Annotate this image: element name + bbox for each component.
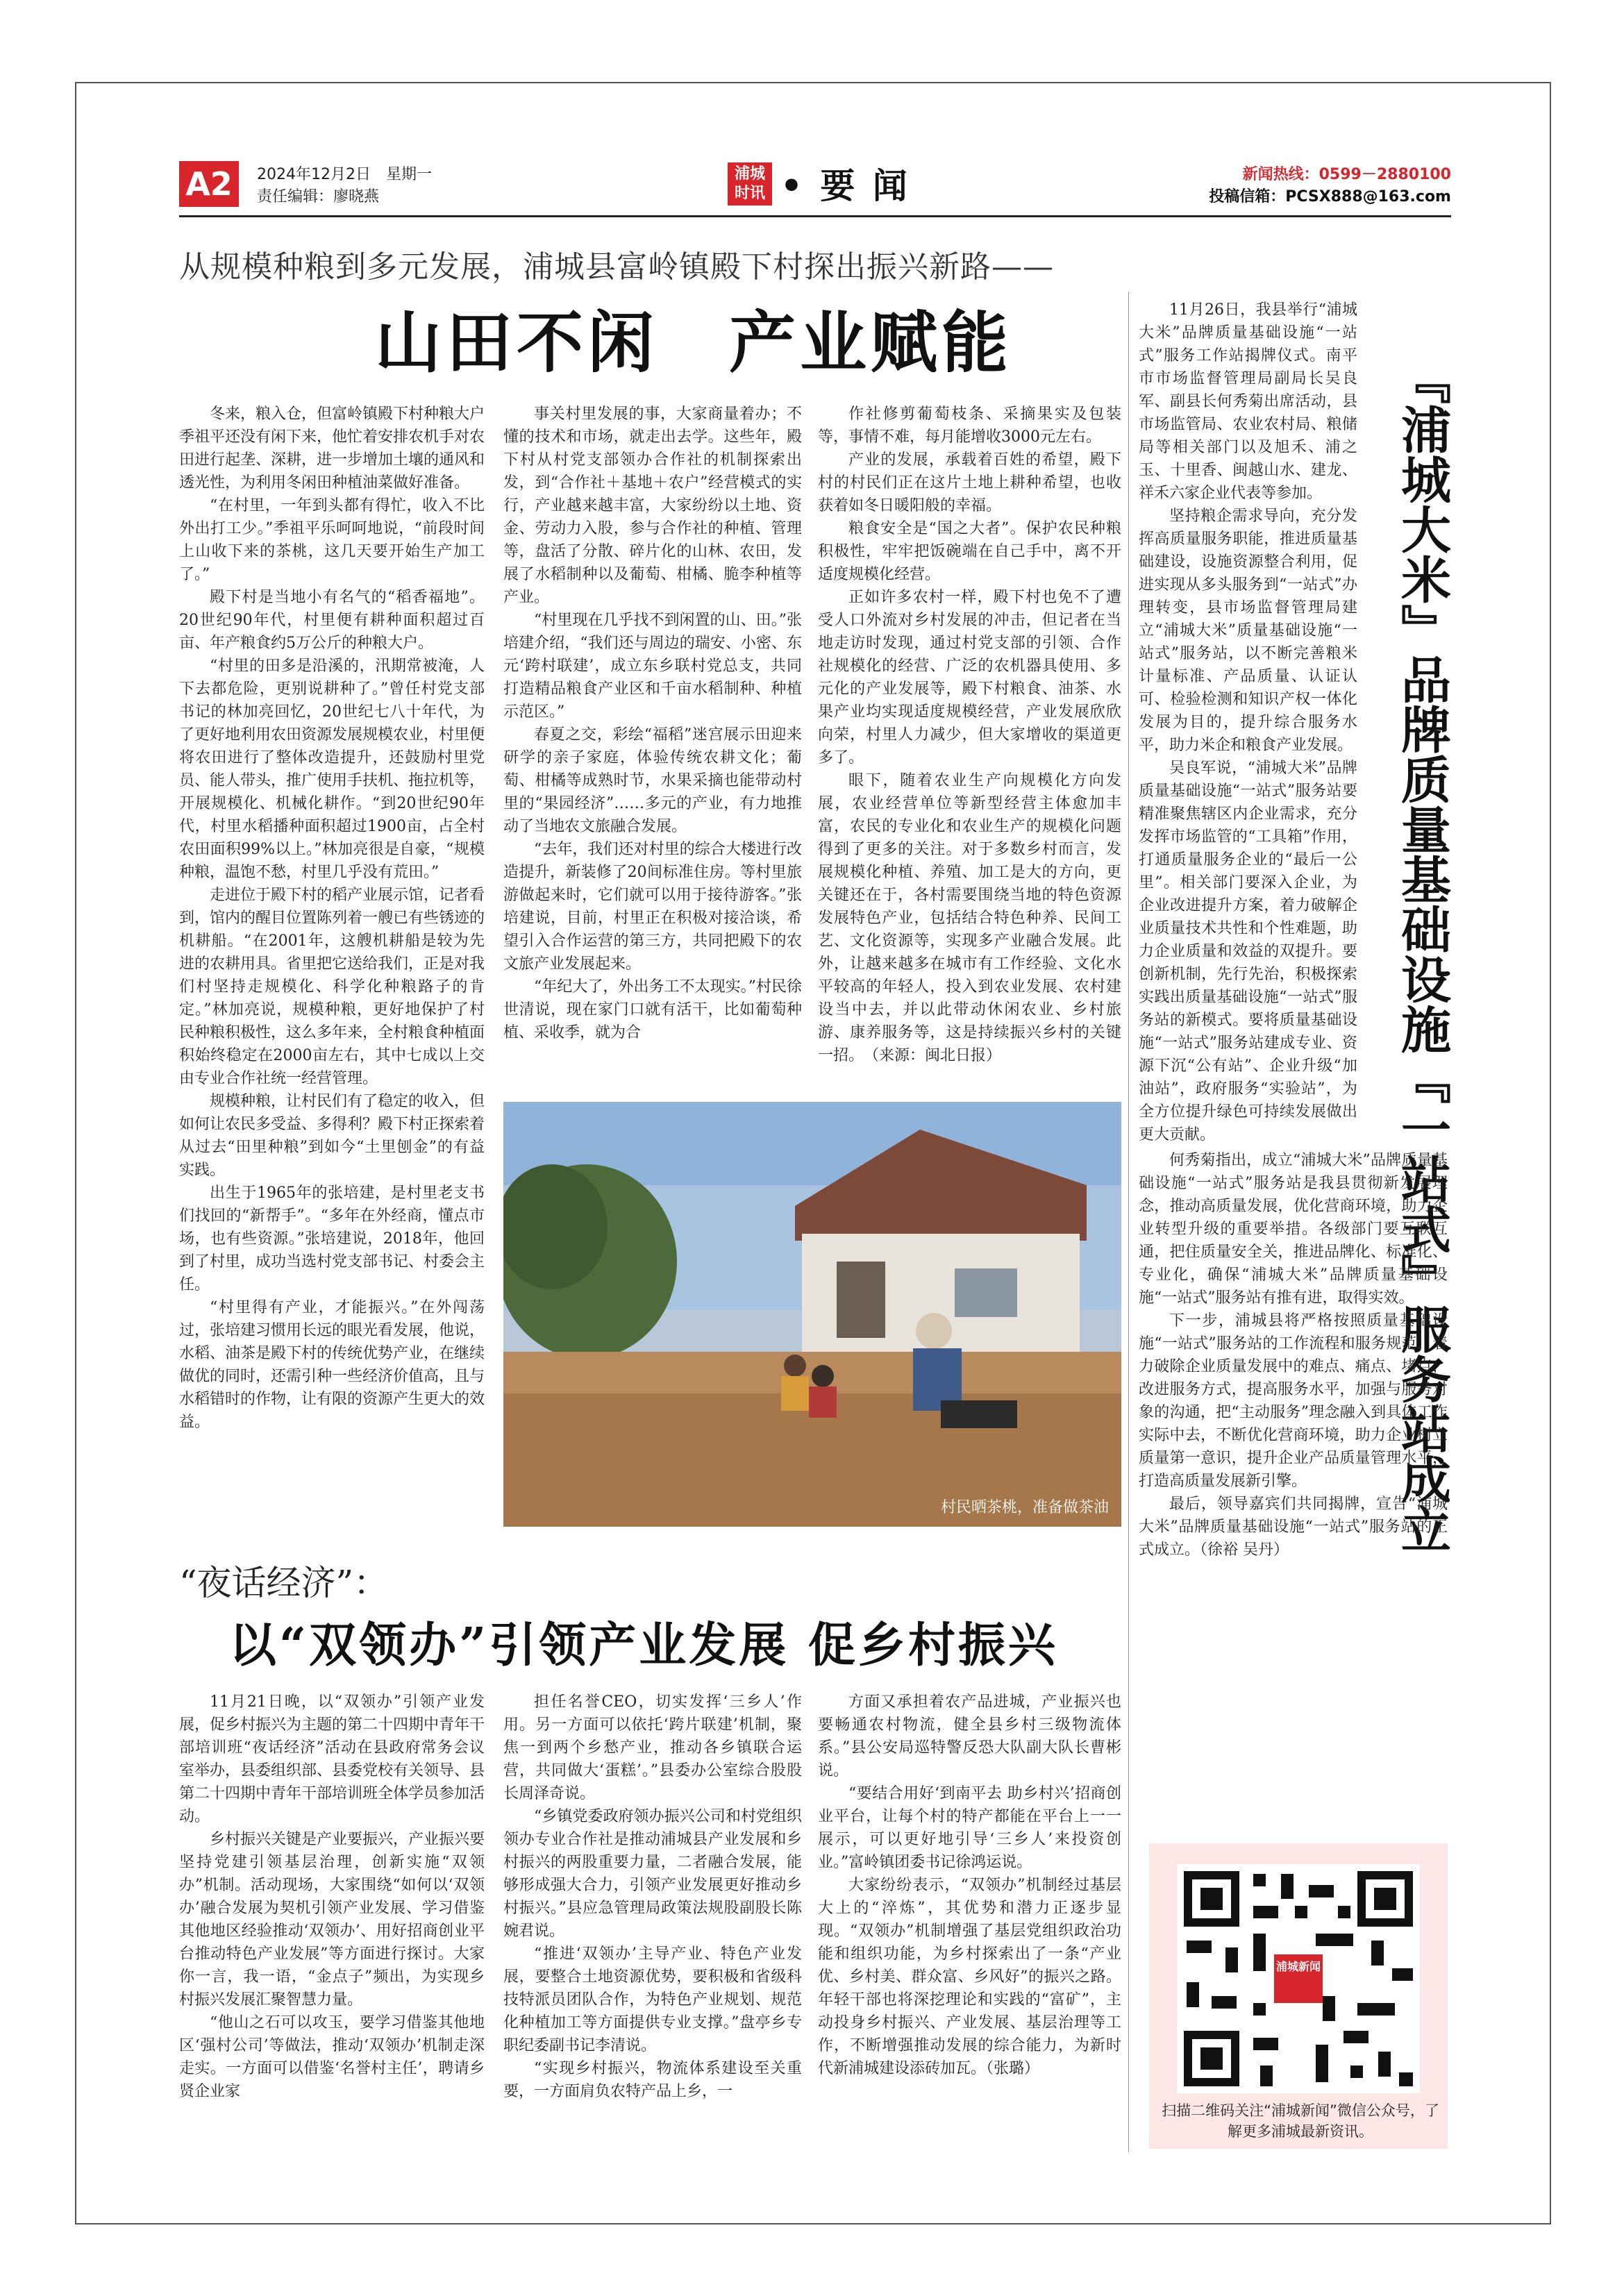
issue-date: 2024年12月2日 星期一 — [257, 166, 432, 183]
article1-column-1 — [179, 403, 485, 1527]
paragraph: 11月26日，我县举行“浦城大米”品牌质量基础设施“一站式”服务工作站揭牌仪式。南平市市场监督管理局副局长吴良军、副县长何秀菊出席活动，县市场监管局、农业农村局、粮储局等相关部门以及旭禾、浦之玉、十里香、闽越山水、建龙、祥禾六家企业代表等参加。 — [1139, 301, 1357, 502]
paragraph: “去年，我们还对村里的综合大楼进行改造提升，新装修了20间标准住房。等村里旅游做起来时，它们就可以用于接待游客。”张培建说，目前，村里正在积极对接洽谈，希望引入合作运营的第三方，共同把殿下的农文旅产业发展起来。 — [503, 841, 802, 973]
masthead-logo-text: 浦城时讯 — [734, 165, 765, 202]
paragraph: “他山之石可以攻玉，要学习借鉴其他地区‘强村公司’等做法，推动‘双领办’机制走深走实。一方面可以借鉴‘名誉村主任’，聘请乡贤企业家 — [179, 2014, 485, 2100]
editor-credit: 责任编辑：廖晓燕 — [257, 188, 380, 206]
paragraph: “在村里，一年到头都有得忙，收入不比外出打工少。”季祖平乐呵呵地说，“前段时间上山收下来的茶桃，这几天要开始生产加工了。” — [179, 497, 485, 583]
paragraph: 担任名誉CEO，切实发挥‘三乡人’作用。另一方面可以依托‘跨片联建’机制，聚焦一到两个乡愁产业，推动各乡镇联合运营，共同做大‘蛋糕’。”县委办公室综合股股长周泽奇说。 — [503, 1693, 802, 1802]
paragraph: 11月21日晚，以“双领办”引领产业发展，促乡村振兴为主题的第二十四期中青年干部培训班“夜话经济”活动在县政府常务会议室举办，县委组织部、县委党校有关领导、县第二十四期中青年干部培训班全体学员参加活动。 — [179, 1693, 485, 1825]
news-hotline: 新闻热线：0599－2880100 — [1242, 166, 1451, 183]
article2-column-3 — [818, 1691, 1121, 2152]
article1-column-3 — [818, 403, 1121, 1097]
page-number-badge: A2 — [179, 161, 239, 207]
paragraph: 吴良军说，“浦城大米”品牌质量基础设施“一站式”服务站要精准聚焦辖区内企业需求，充分发挥市场监管的“工具箱”作用，打通质量服务企业的“最后一公里”。相关部门要深入企业，为企业改进提升方案，着力破解企业质量技术共性和个性难题，助力企业质量和效益的双提升。要创新机制，先行先治，积极探索实践出质量基础设施“一站式”服务站的新模式。要将质量基础设施“一站式”服务站建成专业、资源下沉“公有站”、企业升级“加油站”，政府服务“实验站”，为全方位提升绿色可持续发展做出更大贡献。 — [1139, 760, 1357, 1143]
village-photo-illustration — [503, 1102, 1121, 1527]
article1-headline: 山田不闲 产业赋能 — [375, 304, 1012, 382]
article1-column-2 — [503, 403, 802, 1097]
article2-headline: 以“双领办”引领产业发展 促乡村振兴 — [229, 1618, 1058, 1673]
paragraph: 事关村里发展的事，大家商量着办；不懂的技术和市场，就走出去学。这些年，殿下村从村党支部领办合作社的机制探索出发，到“合作社＋基地＋农户”经营模式的实行，产业越来越丰富，大家纷纷以土地、资金、劳动力入股，参与合作社的种植、管理等，盘活了分散、碎片化的山林、农田，发展了水稻制种以及葡萄、柑橘、脆李种植等产业。 — [503, 405, 802, 606]
paragraph: 方面又承担着农产品进城，产业振兴也要畅通农村物流，健全县乡村三级物流体系。”县公安局巡特警反恐大队副大队长曹彬说。 — [818, 1693, 1121, 1779]
paragraph: “实现乡村振兴，物流体系建设至关重要，一方面肩负农特产品上乡，一 — [503, 2060, 802, 2100]
qr-promo — [1149, 1843, 1448, 2149]
paragraph: 春夏之交，彩绘“福稻”迷宫展示田迎来研学的亲子家庭，体验传统农耕文化；葡萄、柑橘等成熟时节，水果采摘也能带动村里的“果园经济”……多元的产业，有力地推动了当地农文旅融合发展。 — [503, 726, 802, 835]
paragraph: “乡镇党委政府领办振兴公司和村党组织领办专业合作社是推动浦城县产业发展和乡村振兴的两股重要力量，二者融合发展，能够形成强大合力，引领产业发展更好推动乡村振兴。”县应急管理局政策法规股副股长陈婉君说。 — [503, 1808, 802, 1940]
paragraph: 坚持粮企需求导向，充分发挥高质量服务职能，推进质量基础建设，设施资源整合利用，促进实现从多头服务到“一站式”办理转变，县市场监督管理局建立“浦城大米”质量基础设施“一站式”服务站，以不断完善粮米计量标准、产品质量、认证认可、检验检测和知识产权一体化发展为目的，提升综合服务水平，助力米企和粮食产业发展。 — [1139, 508, 1357, 754]
article2-kicker: “夜话经济”： — [179, 1563, 389, 1603]
paragraph: 冬来，粮入仓，但富岭镇殿下村种粮大户季祖平还没有闲下来，他忙着安排农机手对农田进行起垄、深耕，进一步增加土壤的通风和透光性，为利用冬闲田种植油菜做好准备。 — [179, 405, 485, 492]
village-photo — [503, 1102, 1121, 1527]
paragraph: “年纪大了，外出务工不太现实。”村民徐世清说，现在家门口就有活干，比如葡萄种植、采收季，就为合 — [503, 978, 802, 1041]
header-divider — [179, 215, 1451, 217]
paragraph: 粮食安全是“国之大者”。保护农民种粮积极性，牢牢把饭碗端在自己手中，离不开适度规模化经营。 — [818, 520, 1121, 583]
paragraph: 何秀菊指出，成立“浦城大米”品牌质量基础设施“一站式”服务站是我县贯彻新发展理念，推动高质量发展，优化营商环境，助力企业转型升级的重要举措。各级部门要互联互通，把住质量安全关，推进品牌化、标准化、专业化，确保“浦城大米”品牌质量基础设施“一站式”服务站有推有进，取得实效。 — [1139, 1152, 1448, 1307]
paragraph: 产业的发展，承载着百姓的希望，殿下村的村民们正在这片土地上耕种希望，也收获着如冬日暖阳般的幸福。 — [818, 451, 1121, 514]
paragraph: “村里现在几乎找不到闲置的山、田。”张培建介绍，“我们还与周边的瑞安、小密、东元‘跨村联建’，成立东乡联村党总支，共同打造精品粮食产业区和千亩水稻制种、种植示范区。” — [503, 612, 802, 721]
article2-column-1 — [179, 1691, 485, 2152]
section-title: • 要 闻 — [780, 166, 910, 206]
paragraph: 出生于1965年的张培建，是村里老支书们找回的“新帮手”。“多年在外经商，懂点市场，也有些资源。”张培建说，2018年，他回到了村里，成功当选村党支部书记、村委会主任。 — [179, 1184, 485, 1293]
paragraph: “要结合用好‘到南平去 助乡村兴’招商创业平台，让每个村的特产都能在平台上一一展示，可以更好地引导‘三乡人’来投资创业。”富岭镇团委书记徐鸿运说。 — [818, 1785, 1121, 1871]
masthead-logo — [728, 162, 772, 206]
paragraph: 作社修剪葡萄枝条、采摘果实及包装等，事情不难，每月能增收3000元左右。 — [818, 405, 1121, 446]
paragraph: 大家纷纷表示，“双领办”机制经过基层大上的“淬炼”，其优势和潜力正逐步显现。“双领办”机制增强了基层党组织政治功能和组织功能，为乡村探索出了一条“产业优、乡村美、群众富、乡风好”的振兴之路。年轻干部也将深挖理论和实践的“富矿”，主动投身乡村振兴、产业发展、基层治理等工作，不断增强推动发展的综合能力，为新时代新浦城建设添砖加瓦。（张璐） — [818, 1877, 1121, 2077]
photo-caption: 村民晒茶桃，准备做茶油 — [940, 1499, 1109, 1516]
paragraph: “推进‘双领办’主导产业、特色产业发展，要整合土地资源优势，要积极和省级科技特派员团队合作，为特色产业规划、规范化种植加工等方面提供专业支撑。”盘亭乡专职纪委副书记李清说。 — [503, 1945, 802, 2054]
paragraph: 殿下村是当地小有名气的“稻香福地”。20世纪90年代，村里便有耕种面积超过百亩、年产粮食约5万公斤的种粮大户。 — [179, 589, 485, 652]
article3-column-bottom — [1139, 1149, 1448, 1833]
qr-center-badge: 浦城新闻 — [1275, 1960, 1321, 1973]
paragraph: 最后，领导嘉宾们共同揭牌，宣告“浦城大米”品牌质量基础设施“一站式”服务站的正式成立。（徐裕 吴丹） — [1139, 1495, 1448, 1559]
column-divider — [1128, 292, 1129, 2152]
qr-code-icon — [1177, 1864, 1420, 2093]
article3-vertical-headline: 『浦城大米』品牌质量基础设施『一站式』服务站成立 — [1393, 354, 1452, 1554]
page-header — [179, 158, 1451, 212]
paragraph: 正如许多农村一样，殿下村也免不了遭受人口外流对乡村发展的冲击，但记者在当地走访时发现，通过村党支部的引领、合作社规模化的经营、广泛的农机器具使用、多元化的产业发展等，殿下村粮食、油茶、水果产业均实现适度规模经营，产业发展欣欣向荣，村里人力减少，但大家增收的渠道更多了。 — [818, 589, 1121, 766]
paragraph: 眼下，随着农业生产向规模化方向发展，农业经营单位等新型经营主体愈加丰富，农民的专业化和农业生产的规模化问题得到了更多的关注。对于多数乡村而言，发展规模化种植、养殖、加工是大的方向，更关键还在于，各村需要围绕当地的特色资源发展特色产业，包括结合特色种养、民间工艺、文化资源等，实现多产业融合发展。此外，让越来越多在城市有工作经验、文化水平较高的年轻人，投入到农业发展、农村建设当中去，并以此带动休闲农业、乡村旅游、康养服务等，这是持续振兴乡村的关键一招。 （来源：闽北日报） — [818, 772, 1121, 1064]
article2-column-2 — [503, 1691, 802, 2152]
paragraph: “村里得有产业，才能振兴。”在外闯荡过，张培建习惯用长远的眼光看发展，他说，水稻、油茶是殿下村的传统优势产业，在继续做优的同时，还需引种一些经济价值高，且与水稻错时的作物，让有限的资源产生更大的效益。 — [179, 1299, 485, 1431]
paragraph: 走进位于殿下村的稻产业展示馆，记者看到，馆内的醒目位置陈列着一艘已有些锈迹的机耕船。“在2001年，这艘机耕船是较为先进的农耕用具。省里把它送给我们，正是对我们村坚持走规模化、科学化种粮路子的肯定。”林加亮说，规模种粮，更好地保护了村民种粮积极性，这么多年来，全村粮食种植面积始终稳定在2000亩左右，其中七成以上交由专业合作社统一经营管理。 — [179, 887, 485, 1087]
paragraph: 规模种粮，让村民们有了稳定的收入，但如何让农民多受益、多得利？殿下村正探索着从过去“田里种粮”到如今“土里刨金”的有益实践。 — [179, 1093, 485, 1179]
article3-column-top — [1139, 299, 1357, 1146]
qr-code[interactable] — [1177, 1864, 1420, 2093]
submission-email: 投稿信箱：PCSX888@163.com — [1209, 188, 1451, 206]
paragraph: 乡村振兴关键是产业要振兴，产业振兴要坚持党建引领基层治理，创新实施“双领办”机制。活动现场，大家围绕“如何以‘双领办’融合发展为契机引领产业发展、学习借鉴其他地区经验推动‘双领办’、用好招商创业平台推动特色产业发展”等方面进行探讨。大家你一言，我一语，“金点子”频出，为实现乡村振兴发展汇聚智慧力量。 — [179, 1831, 485, 2009]
article1-kicker: 从规模种粮到多元发展，浦城县富岭镇殿下村探出振兴新路—— — [179, 249, 1054, 285]
qr-caption: 扫描二维码关注“浦城新闻”微信公众号，了解更多浦城最新资讯。 — [1162, 2102, 1439, 2140]
paragraph: 下一步，浦城县将严格按照质量基础设施“一站式”服务站的工作流程和服务规范，着力破除企业质量发展中的难点、痛点、堵点，改进服务方式，提高服务水平，加强与服务对象的沟通，把“主动服务”理念融入到具体工作实际中去，不断优化营商环境，助力企业树立质量第一意识，提升企业产品质量管理水平，打造高质量发展新引擎。 — [1139, 1312, 1448, 1490]
paragraph: “村里的田多是沿溪的，汛期常被淹，人下去都危险，更别说耕种了。”曾任村党支部书记的林加亮回忆，20世纪七八十年代，为了更好地利用农田资源发展规模农业，村里便将农田进行了整体改造提升，还鼓励村里党员、能人带头，推广使用手扶机、拖拉机等，开展规模化、机械化耕作。“到20世纪90年代，村里水稻播种面积超过1900亩，占全村农田面积99%以上。”林加亮很是自豪，“规模种粮，温饱不愁，村里几乎没有荒田。” — [179, 657, 485, 881]
